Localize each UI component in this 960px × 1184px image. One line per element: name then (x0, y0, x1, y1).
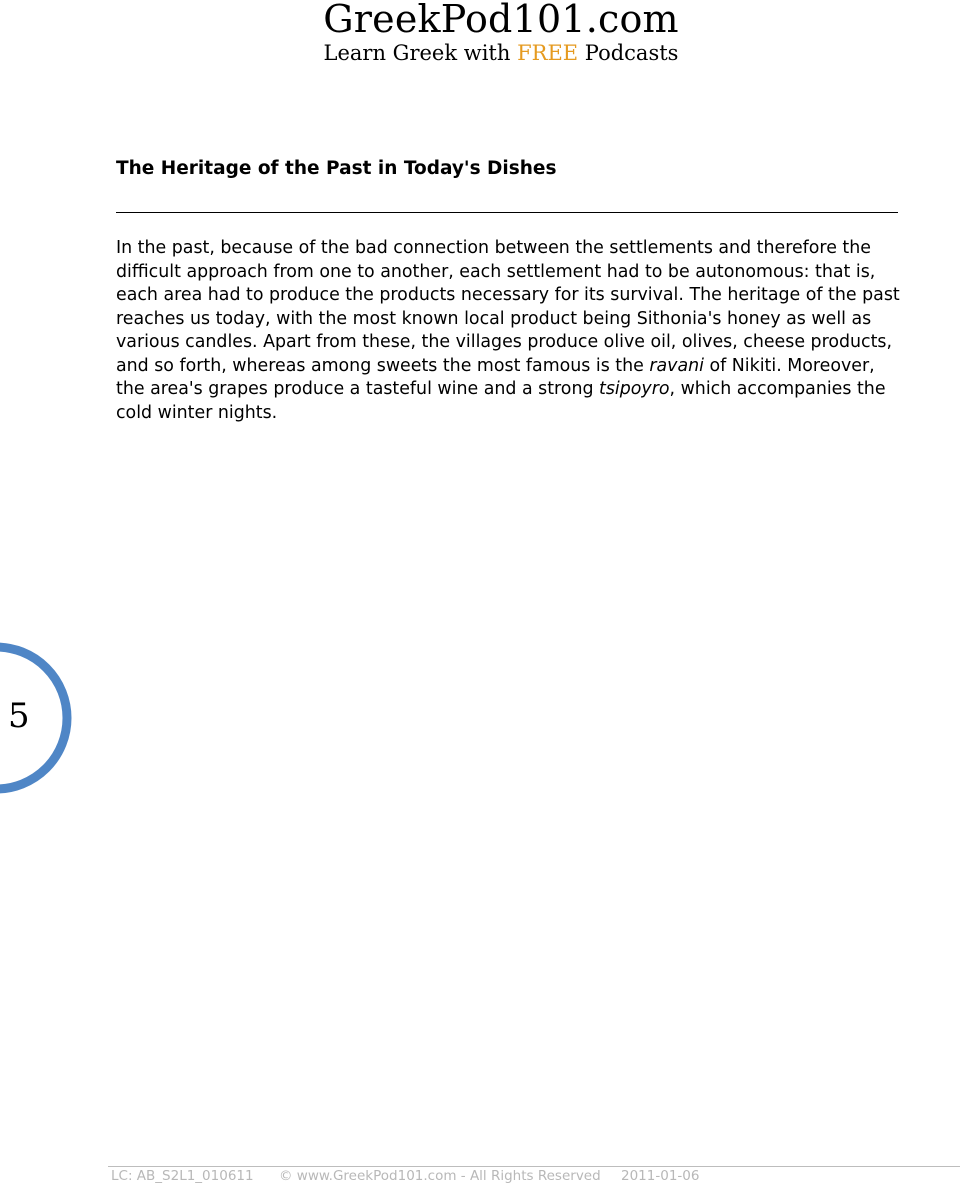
footer-divider (108, 1166, 960, 1167)
brand-title: GreekPod101.com (323, 0, 679, 41)
footer-lesson-code: LC: AB_S2L1_010611 (111, 1168, 254, 1184)
footer-date: 2011-01-06 (621, 1168, 700, 1184)
brand-tagline (0, 41, 960, 65)
lesson-paragraph (116, 237, 906, 425)
footer-copyright[interactable]: © www.GreekPod101.com - All Rights Reserved (279, 1168, 601, 1184)
site-header (0, 0, 960, 65)
title-divider (116, 212, 898, 213)
paragraph-text-3: , which accompanies the cold winter nights. (116, 379, 886, 423)
tagline-suffix: Podcasts (578, 41, 679, 65)
paragraph-italic-ravani: ravani (649, 355, 704, 376)
paragraph-text-1: In the past, because of the bad connection between the settlements and therefore the difficult approach from one to another, each settlement had to be autonomous: that is, each area had to produce the products necessary for its survival. The heritage of the past reaches us today, with the most known local product being Sithonia's honey as well as various candles. Apart from these, the villages produce olive oil, olives, cheese products, and so forth, whereas among sweets the most famous is the (116, 238, 900, 376)
page-number: 5 (8, 696, 30, 736)
lesson-title: The Heritage of the Past in Today's Dishes (116, 158, 557, 179)
tagline-prefix: Learn Greek with (323, 41, 518, 65)
page-footer (111, 1168, 699, 1184)
tagline-free-highlight: FREE (517, 41, 579, 65)
paragraph-italic-tsipoyro: tsipoyro (599, 379, 670, 399)
paragraph-text-2: of Nikiti. Moreover, the area's grapes produce a tasteful wine and a strong (116, 355, 875, 399)
